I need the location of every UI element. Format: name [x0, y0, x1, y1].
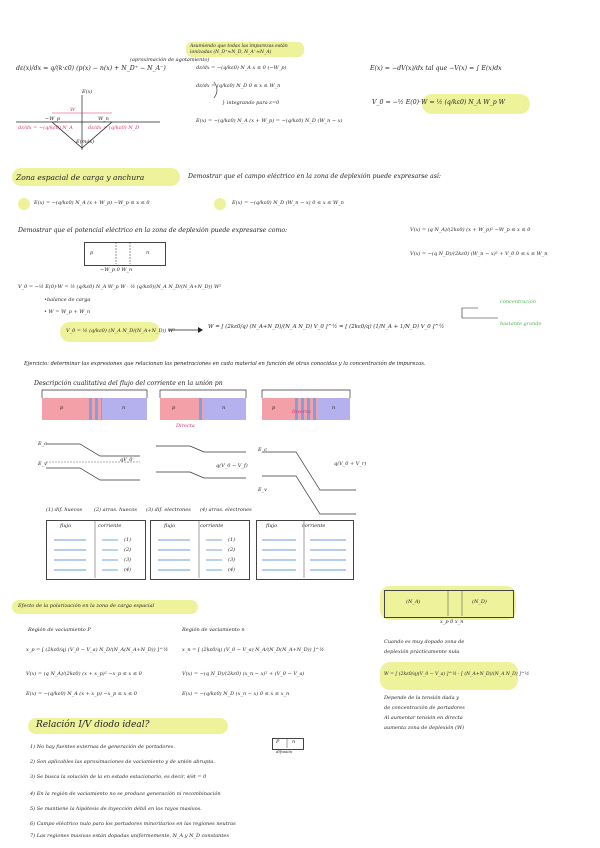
balance-note-2: • W = W_p + W_n [44, 309, 91, 315]
dep-line-3: Al aumentar tensión en directa [384, 715, 463, 721]
ec-label-1: E_c [38, 441, 47, 447]
polar-title: Efecto de la polarización en la zona de carga espacial [18, 603, 155, 609]
flow-num-2: (2) [124, 547, 132, 553]
pn-axis: −W_p 0 W_n [100, 267, 133, 273]
wp-label: −W_p [45, 116, 61, 122]
flow-num-3b: (3) [228, 557, 236, 563]
flujo-title: Descripción cualitativa del flujo del corriente en la unión pn [34, 380, 223, 387]
potential-from-field-eq: E(x) = −dV(x)/dx tal que −V(x) = ∫ E(x)dx [370, 65, 502, 72]
dep-line-2: de concentración de portadores [384, 705, 465, 711]
polar-box-right: (N_D) [472, 599, 487, 605]
v0-band-label: qV_0 [120, 457, 133, 463]
pn-n-label: n [146, 250, 150, 256]
v0-equation: V_0 = −½ E(0)·W = ½ (q/kε0) N_A W_p W [372, 99, 505, 106]
v0-final: V_0 = ½ (q/kε0) (N_A N_D/(N_A+N_D)) W² [66, 328, 176, 334]
polar-box-left: (N_A) [406, 599, 421, 605]
balance-note: •balance de carga [44, 297, 91, 303]
mid-eq-2: dε/dx = (q/kε0) N_D 0 ≤ x ≤ W_n [196, 83, 281, 89]
ideal-title: Relación I/V diodo ideal? [36, 720, 150, 730]
flow-num-2b: (2) [228, 547, 236, 553]
zona-title: Zona espacial de carga y anchura [16, 173, 145, 182]
emax-label: E(máx) [76, 139, 95, 145]
flow-num-4b: (4) [228, 567, 236, 573]
panel-reverse: p n [262, 398, 350, 434]
mid-eq-3: } integrando para ε=0 [222, 100, 280, 106]
vf-band-label: q(V_0 − V_f) [216, 463, 248, 469]
directa-label: Directa [176, 423, 195, 429]
efield-axis-label: E(x) [82, 89, 93, 95]
aside-line-2: deplexión prácticamente nula [384, 649, 460, 655]
potential-eq-2: V(x) = −(q N_D)/(2kε0) (W_n − x)² + V_0 0 ≤ x ≤ W_n [410, 251, 548, 257]
ideal-item-2: 2) Son aplicables las aproximaciones de vaciamiento y de unión abrupta. [30, 759, 215, 765]
ionized-impurities-banner: Asumiendo que todas las impurezas están ionizadas (N_D⁺≈N_D, N_A⁻≈N_A) [186, 42, 304, 57]
zona-desc: Demostrar que el campo eléctrico en la zona de deplexión puede expresarse así: [188, 173, 441, 180]
mini-pn-label: difusión [276, 749, 293, 754]
panel-equilibrium: p n [42, 398, 147, 434]
mini-pn-p: P [276, 739, 280, 745]
grad-n-label: dε/dx = (q/kε0) N_D [88, 125, 140, 131]
ejercicio-text: Ejercicio: determinar las expresiones que relacionan las penetraciones en cada material en función de otras conocidas y la concentración de impurezas. [24, 361, 426, 367]
mini-pn-n: n [292, 739, 296, 745]
p-eq-2: V(x) = (q N_A)/(2kε0) (x + x_p)² −x_p ≤ x ≤ 0 [26, 671, 142, 677]
vr-band-label: q(V_0 + V_r) [334, 461, 367, 467]
p-region-title: Región de vaciamiento P [28, 627, 91, 633]
inversa-label: Inversa [292, 409, 311, 415]
v0-expand-eq: V_0 = −½ E(0)·W = ½ (q/kε0) N_A W_p W · ½ (q/kε0)(N_A N_D/(N_A+N_D)) W² [18, 284, 222, 290]
flow-num-3: (3) [124, 557, 132, 563]
charge-density-equation: dε(x)/dx = q/(k·ε0) (p(x) − n(x) + N_D⁺ − N_A⁻) [16, 65, 166, 72]
side-note-concentration: concentración [500, 299, 537, 305]
depletion-approx-note: (aproximación de agotamiento) [130, 57, 210, 63]
ideal-item-5: 5) Se mantiene la hipótesis de inyección débil en los rayos masivos. [30, 806, 202, 812]
flow-num-1b: (1) [228, 537, 236, 543]
p-eq-1: x_p = [ (2kε0/q) (V_0 − V_a) N_D/(N_A(N_A+N_D)) ]^½ [26, 647, 169, 653]
potential-desc: Demostrar que el potencial eléctrico en la zona de deplexión puede expresarse como: [18, 227, 288, 234]
n-eq-1: x_n = [ (2kε0/q) (V_0 − V_a) N_A/(N_D(N_A+N_D)) ]^½ [182, 647, 325, 653]
flow-num-1: (1) [124, 537, 132, 543]
panel-forward: p n [160, 398, 246, 434]
legend-2: (2) arras. huecos [94, 507, 137, 513]
w-polar-eq: W = [ (2kε0/q)(V_0 − V_a) ]^½ · [ (N_A+N_D)/(N_A N_D) ]^½ [384, 672, 530, 677]
ideal-item-4: 4) En la región de vaciamiento no se produce generación ni recombinación [30, 791, 221, 797]
n-eq-3: E(x) = −(q/kε0) N_D (x_n − x) 0 ≤ x ≤ x_n [182, 691, 290, 697]
dep-line-4: aumenta zona de deplexión (W) [384, 725, 465, 731]
polar-dims: x_p 0 x_n [440, 619, 464, 625]
grad-p-label: dε/dx = −(q/kε0) N_A [18, 125, 73, 131]
legend-4: (4) arras. electrones [200, 507, 252, 513]
ev-label-1: E_v [38, 461, 47, 467]
potential-eq-1: V(x) = (q N_A)/(2kε0) (x + W_p)² −W_p ≤ x ≤ 0 [410, 227, 531, 233]
zona-eq-1: E(x) = −(q/kε0) N_A (x + W_p) −W_p ≤ x ≤ 0 [34, 200, 150, 206]
dep-line-1: Depende de la tensión dada y [384, 695, 459, 701]
mid-eq-4: E(x) = −(q/kε0) N_A (x + W_p) = −(q/kε0) N_D (W_n − x) [196, 118, 343, 124]
ideal-item-6: 6) Campo eléctrico nulo para los portadores minoritarios en las regiones neutras [30, 821, 236, 827]
n-region-title: Región de vaciamiento n [182, 627, 245, 633]
mid-eq-1: dε/dx = −(q/kε0) N_A x ≤ 0 (−W_p) [196, 65, 287, 71]
zona-eq-2: E(x) = −(q/kε0) N_D (W_n − x) 0 ≤ x ≤ W_n [232, 200, 344, 206]
ec-label-3: E_c [258, 447, 267, 453]
ideal-item-3: 3) Se busca la solución de la en estado estacionario, es decir, ∂/∂t = 0 [30, 774, 207, 780]
side-note-large: bastante grande [500, 321, 542, 327]
wn-label: W_n [98, 116, 109, 122]
flow-num-4: (4) [124, 567, 132, 573]
n-eq-2: V(x) = −(q N_D)/(2kε0) (x_n − x)² + (V_0 − V_a) [182, 671, 305, 677]
w-label: W [70, 107, 76, 113]
w-final: W = [ (2kε0/q) (N_A+N_D)/(N_A N_D) V_0 ]^½ = [ (2kε0/q) (1/N_A + 1/N_D) V_0 ]^½ [208, 324, 445, 330]
legend-3: (3) dif. electrones [146, 507, 191, 513]
aside-line-1: Cuando es muy dopado zona de [384, 639, 465, 645]
p-eq-3: E(x) = −(q/kε0) N_A (x + x_p) −x_p ≤ x ≤ 0 [26, 691, 137, 697]
ev-label-3: E_v [258, 487, 267, 493]
legend-1: (1) dif. huecos [46, 507, 83, 513]
pn-p-label: p [90, 250, 94, 256]
ideal-item-1: 1) No hay fuentes externas de generación de portadores. [30, 744, 175, 750]
ideal-item-7: 7) Las regiones masivas están dopadas uniformemente, N_A y N_D constantes [30, 833, 229, 839]
